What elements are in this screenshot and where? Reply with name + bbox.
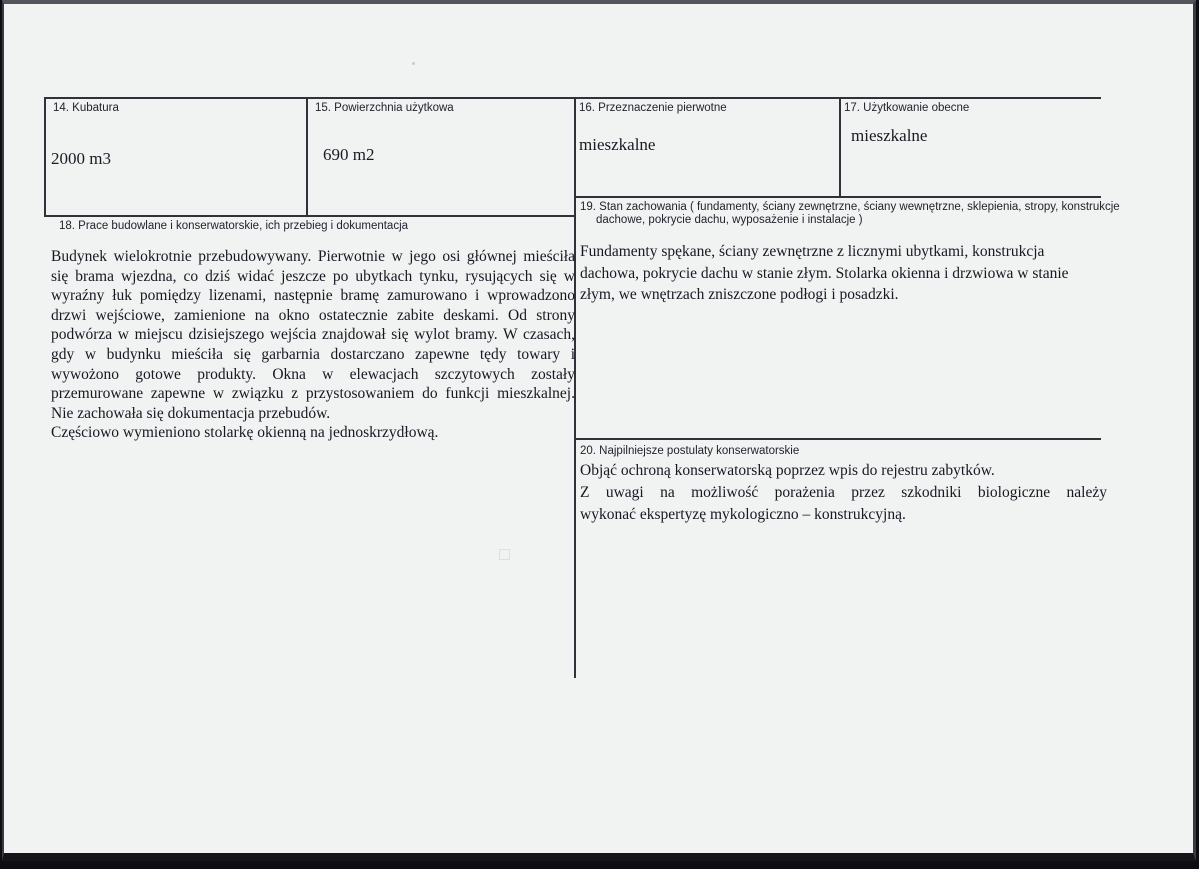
field16-value: mieszkalne xyxy=(579,135,656,154)
field14-15-divider xyxy=(306,97,308,217)
field18-text xyxy=(51,247,575,443)
text-line: Objąć ochroną konserwatorską poprzez wpis do rejestru zabytków. xyxy=(580,462,995,479)
text-line: Nie zachowała się dokumentacja przebudów. xyxy=(51,404,331,422)
text-line: drzwi wejściowe, zamienione na okno ostatecznie zabite deskami. Od strony xyxy=(51,306,575,324)
scan-speck xyxy=(412,62,415,65)
form-area xyxy=(4,4,1193,853)
text-line: wywożono gotowe produkty. Okna w elewacjach szczytowych zostały xyxy=(51,365,575,383)
text-line: gdy w budynku mieściła się garbarnia dostarczano zapewne tędy towary i xyxy=(51,345,575,363)
field18-label: 18. Prace budowlane i konserwatorskie, ich przebieg i dokumentacja xyxy=(59,220,409,232)
scan-artifact xyxy=(499,549,510,560)
text-line: złym, we wnętrzach zniszczone podłogi i posadzki. xyxy=(580,286,899,303)
field19-label-line1: 19. Stan zachowania ( fundamenty, ściany zewnętrzne, ściany wewnętrzne, sklepienia, stropy, konstrukcje xyxy=(580,201,1120,213)
text-line: podwórza w miejscu dzisiejszego wejścia znajdował się wylot bramy. W czasach, xyxy=(51,326,575,344)
field16-label: 16. Przeznaczenie pierwotne xyxy=(579,102,727,114)
field17-value: mieszkalne xyxy=(851,126,928,145)
text-line: Z uwagi na możliwość porażenia przez szkodniki biologiczne należy xyxy=(580,484,1107,501)
table-top-border xyxy=(44,97,1101,99)
field14-label: 14. Kubatura xyxy=(53,102,119,114)
text-line: się brama wjezdna, co dziś widać jeszcze po ubytkach tynku, rysujących się w xyxy=(51,267,575,285)
table-left-border xyxy=(44,97,46,217)
field19-text xyxy=(580,241,1104,306)
paper-sheet xyxy=(2,0,1196,861)
text-line: wyraźny łuk pomiędzy lizenami, następnie bramę zamurowano i wprowadzono xyxy=(51,287,575,305)
field15-label: 15. Powierzchnia użytkowa xyxy=(315,102,454,114)
field20-label: 20. Najpilniejsze postulaty konserwatorskie xyxy=(580,445,800,457)
field18-top-border xyxy=(44,215,576,217)
field15-value: 690 m2 xyxy=(323,145,375,164)
field19-top-border xyxy=(574,196,1101,198)
text-line: dachowa, pokrycie dachu w stanie złym. Stolarka okienna i drzwiowa w stanie xyxy=(580,264,1069,282)
field20-text xyxy=(580,460,1107,526)
field17-label: 17. Użytkowanie obecne xyxy=(844,102,970,114)
text-line: Budynek wielokrotnie przebudowywany. Pierwotnie w jego osi głównej mieściła xyxy=(51,248,575,265)
text-line: Częściowo wymieniono stolarkę okienną na jednoskrzydłową. xyxy=(51,424,439,442)
text-line: Fundamenty spękane, ściany zewnętrzne z licznymi ubytkami, konstrukcja xyxy=(580,243,1045,260)
field20-top-border xyxy=(574,438,1101,440)
text-line: wykonać ekspertyzę mykologiczno – konstrukcyjną. xyxy=(580,506,906,523)
field16-17-divider xyxy=(839,97,841,198)
text-line: przemurowane zapewne w związku z przystosowaniem do funkcji mieszkalnej. xyxy=(51,385,575,403)
field19-label-line2: dachowe, pokrycie dachu, wyposażenie i instalacje ) xyxy=(596,214,863,226)
field14-value: 2000 m3 xyxy=(51,149,111,168)
